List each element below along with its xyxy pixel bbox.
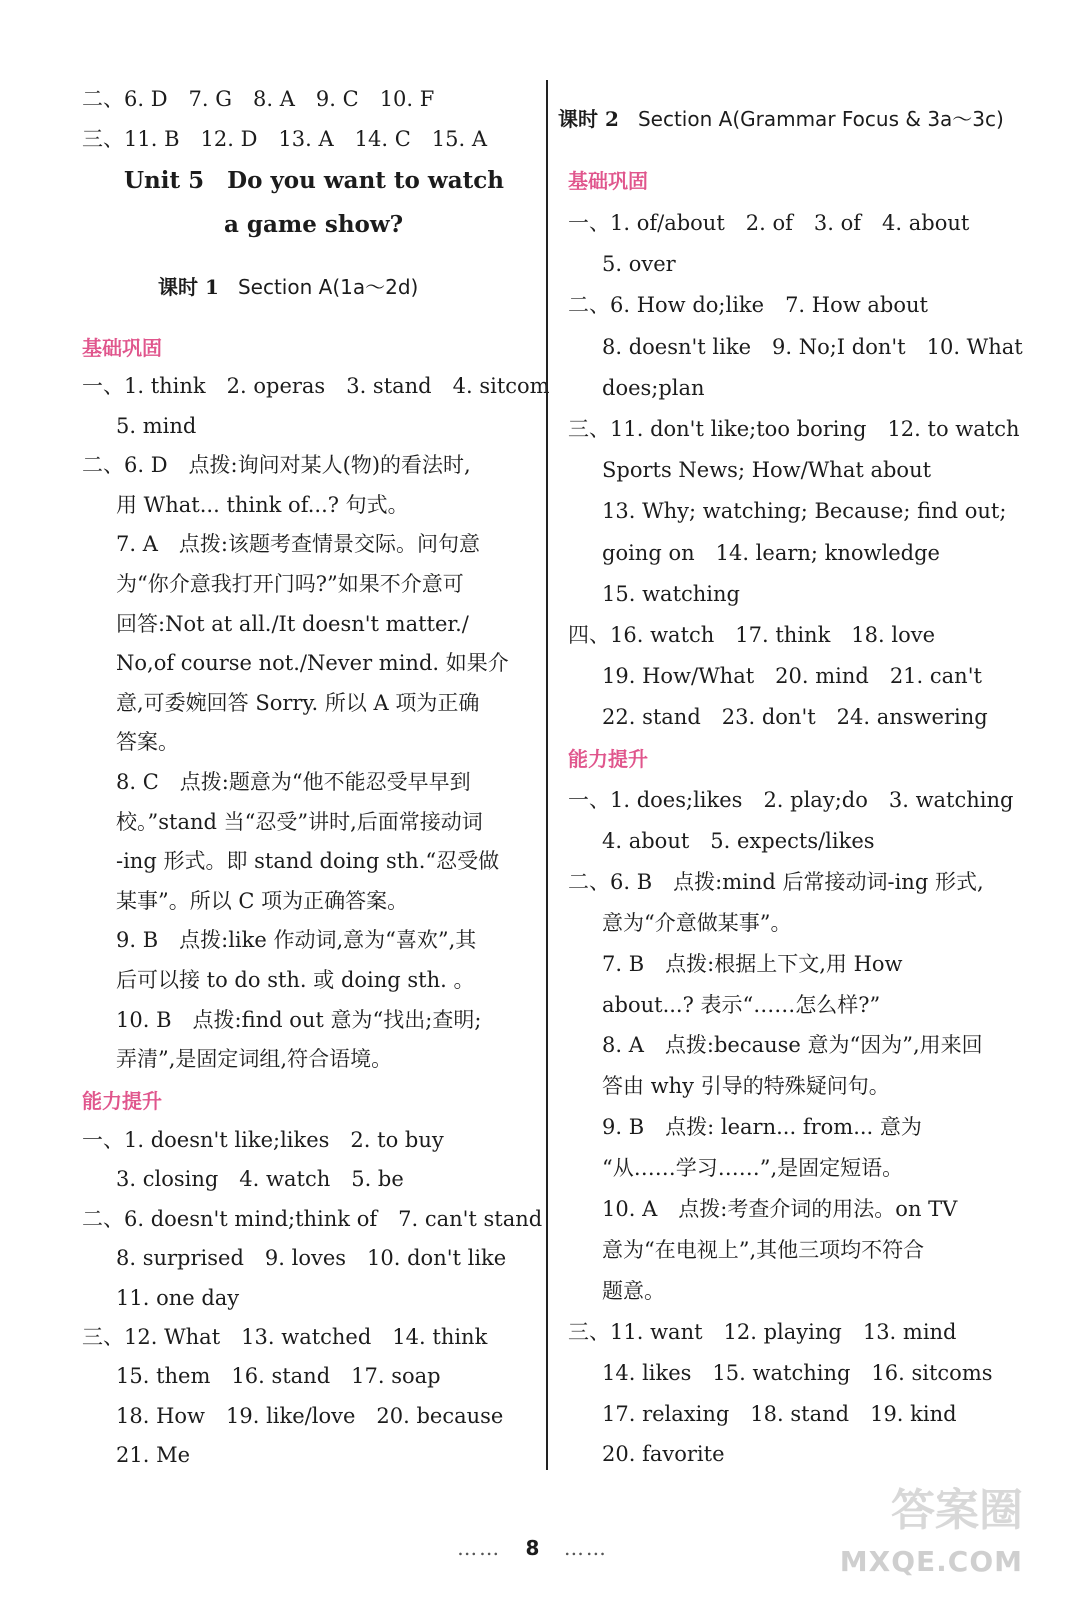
answer-line: 11. one day <box>116 1285 240 1310</box>
answer-line: 题意。 <box>602 1278 665 1303</box>
footer-dots-right: …… <box>563 1536 608 1560</box>
answer-line: 三、12. What 13. watched 14. think <box>82 1325 488 1349</box>
answer-line: “从……学习……”,是固定短语。 <box>602 1156 904 1181</box>
answer-line: 答案。 <box>116 730 179 755</box>
answer-line: 7. B 点拨:根据上下文,用 How <box>602 951 903 976</box>
answer-line: 四、16. watch 17. think 18. love <box>568 623 936 647</box>
answer-line: 22. stand 23. don't 24. answering <box>602 705 988 730</box>
answer-line: 意,可委婉回答 Sorry. 所以 A 项为正确 <box>116 690 480 715</box>
answer-line: 5. over <box>602 252 676 277</box>
lesson-heading <box>158 272 418 302</box>
answer-line: 一、1. think 2. operas 3. stand 4. sitcom <box>82 374 550 398</box>
answer-line: 8. doesn't like 9. No;I don't 10. What <box>602 334 1023 359</box>
page-number: 8 <box>525 1536 540 1560</box>
section-heading-ability: 能力提升 <box>568 747 648 771</box>
answer-line: 8. C 点拨:题意为“他不能忍受早早到 <box>116 770 471 794</box>
answer-line: 二、6. doesn't mind;think of 7. can't stand <box>82 1206 543 1231</box>
lesson-label: 课时 1 <box>158 275 219 299</box>
answer-line: 三、11. don't like;too boring 12. to watch <box>568 417 1020 441</box>
answer-line: Sports News; How/What about <box>602 458 932 483</box>
answer-line: 后可以接 to do sth. 或 doing sth. 。 <box>116 968 475 992</box>
answer-line: 21. Me <box>116 1443 191 1468</box>
answer-line: 弄清”,是固定词组,符合语境。 <box>116 1047 393 1072</box>
answer-line: 9. B 点拨: learn... from... 意为 <box>602 1115 922 1140</box>
answer-line: does;plan <box>602 375 705 400</box>
answer-line: 一、1. doesn't like;likes 2. to buy <box>82 1128 444 1152</box>
watermark-logo: 答案圈 <box>891 1485 1023 1536</box>
answer-line: going on 14. learn; knowledge <box>602 540 940 565</box>
answer-line: 15. watching <box>602 581 740 606</box>
answer-line: 19. How/What 20. mind 21. can't <box>602 664 982 689</box>
answer-line: 9. B 点拨:like 作动词,意为“喜欢”,其 <box>116 928 477 953</box>
answer-line: 15. them 16. stand 17. soap <box>116 1364 441 1389</box>
answer-line: 答由 why 引导的特殊疑问句。 <box>602 1074 890 1099</box>
answer-line: 校。”stand 当“忍受”讲时,后面常接动词 <box>116 809 483 834</box>
watermark-site: MXQE.COM <box>839 1545 1023 1578</box>
answer-line: 20. favorite <box>602 1442 725 1467</box>
footer-dots-left: …… <box>457 1536 502 1560</box>
answer-line: 8. A 点拨:because 意为“因为”,用来回 <box>602 1033 983 1058</box>
answer-line: 三、11. want 12. playing 13. mind <box>568 1319 957 1344</box>
watermark <box>839 1485 1047 1590</box>
answer-line: 10. A 点拨:考查介词的用法。on TV <box>602 1197 958 1221</box>
lesson-label: 课时 2 <box>558 107 619 131</box>
answer-line: 三、11. B 12. D 13. A 14. C 15. A <box>82 127 488 151</box>
section-heading-basic: 基础巩固 <box>82 336 162 360</box>
answer-line: 意为“介意做某事”。 <box>602 910 792 935</box>
answer-line: 17. relaxing 18. stand 19. kind <box>602 1401 957 1426</box>
unit-title: Unit 5 Do you want to watch <box>124 167 504 194</box>
answer-line: 14. likes 15. watching 16. sitcoms <box>602 1360 993 1385</box>
answer-line: 二、6. How do;like 7. How about <box>568 293 928 318</box>
answer-line: 一、1. does;likes 2. play;do 3. watching <box>568 788 1014 812</box>
lesson-section: Section A(Grammar Focus & 3a～3c) <box>637 107 1004 131</box>
column-divider <box>546 80 548 1470</box>
lesson-section: Section A(1a～2d) <box>237 275 419 299</box>
unit-title-line2: a game show? <box>224 211 404 238</box>
answer-line: 一、1. of/about 2. of 3. of 4. about <box>568 211 970 235</box>
answer-line: 某事”。所以 C 项为正确答案。 <box>116 888 409 913</box>
answer-line: 7. A 点拨:该题考查情景交际。问句意 <box>116 532 480 557</box>
answer-line: 二、6. D 点拨:询问对某人(物)的看法时, <box>82 453 471 478</box>
answer-line: 8. surprised 9. loves 10. don't like <box>116 1246 507 1271</box>
answer-line: 二、6. D 7. G 8. A 9. C 10. F <box>82 87 435 111</box>
answer-line: 18. How 19. like/love 20. because <box>116 1403 504 1428</box>
answer-line: 13. Why; watching; Because; find out; <box>602 499 1007 524</box>
answer-line: No,of course not./Never mind. 如果介 <box>116 651 509 676</box>
answer-line: 意为“在电视上”,其他三项均不符合 <box>602 1237 925 1262</box>
answer-line: 10. B 点拨:find out 意为“找出;查明; <box>116 1007 482 1032</box>
answer-line: 5. mind <box>116 413 197 438</box>
answer-line: 回答:Not at all./It doesn't matter./ <box>116 611 469 636</box>
answer-line: 4. about 5. expects/likes <box>602 828 875 853</box>
section-heading-basic: 基础巩固 <box>568 169 648 193</box>
answer-line: 3. closing 4. watch 5. be <box>116 1167 404 1192</box>
answer-line: 二、6. B 点拨:mind 后常接动词-ing 形式, <box>568 869 984 894</box>
answer-line: 为“你介意我打开门吗?”如果不介意可 <box>116 572 464 596</box>
lesson-heading <box>558 104 1004 134</box>
answer-line: about...? 表示“……怎么样?” <box>602 992 881 1017</box>
answer-line: -ing 形式。即 stand doing sth.“忍受做 <box>116 849 500 874</box>
section-heading-ability: 能力提升 <box>82 1089 162 1113</box>
answer-line: 用 What... think of...? 句式。 <box>116 492 409 517</box>
